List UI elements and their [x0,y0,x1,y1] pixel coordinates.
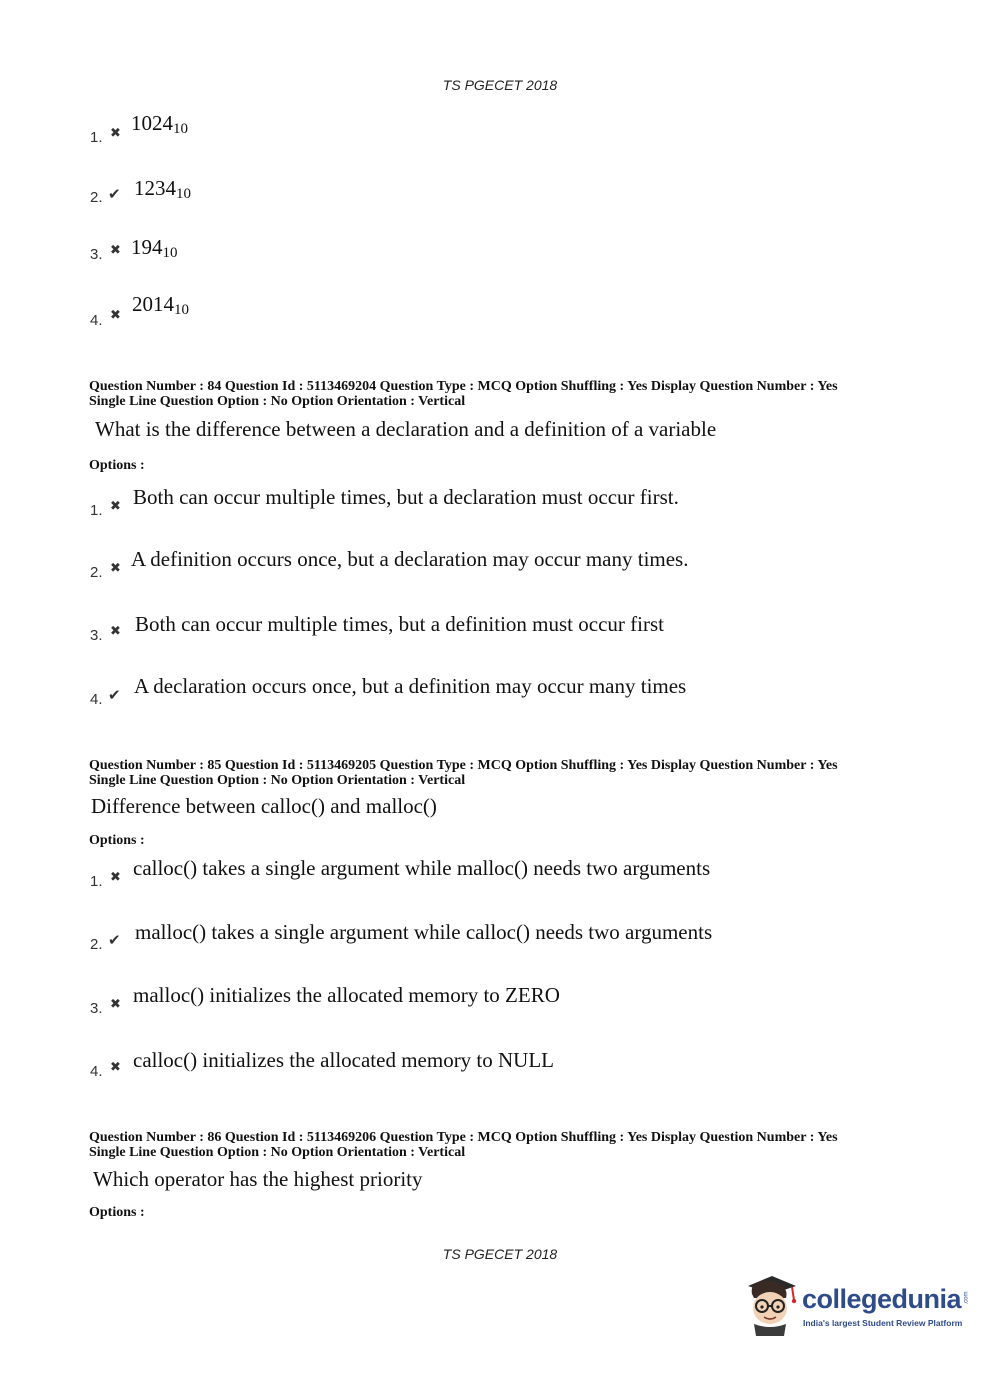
option-number: 1. [90,873,103,890]
wrong-mark-icon: ✖ [110,499,121,514]
option-text: A definition occurs once, but a declaration may occur many times. [131,547,689,571]
option-number: 4. [90,1063,103,1080]
wrong-mark-icon: ✖ [110,126,121,141]
correct-check-icon: ✔ [108,931,121,949]
option-number: 1. [90,502,103,519]
collegedunia-logo [742,1272,972,1342]
correct-check-icon: ✔ [108,686,121,704]
option-text: malloc() takes a single argument while calloc() needs two arguments [135,920,713,944]
question-meta: Question Number : 84 Question Id : 5113469204 Question Type : MCQ Option Shuffling : Yes Display Question Number : Yes Single Line Question Option : No Option Orientation : Vertical [89,379,838,409]
question-meta: Question Number : 85 Question Id : 5113469205 Question Type : MCQ Option Shuffling : Yes Display Question Number : Yes Single Line Question Option : No Option Orientation : Vertical [89,758,838,788]
options-label: Options : [89,1205,145,1220]
wrong-mark-icon: ✖ [110,243,121,258]
option-number: 4. [90,312,103,329]
option-text: calloc() initializes the allocated memory to NULL [133,1048,555,1072]
option-text: $194_{10}$ [131,235,178,261]
option-text: Both can occur multiple times, but a declaration must occur first. [133,485,679,509]
option-number: 1. [90,129,103,146]
option-text: A declaration occurs once, but a definition may occur many times [134,674,687,698]
question-text: Difference between calloc() and malloc() [91,794,437,818]
correct-check-icon: ✔ [108,185,121,203]
option-number: 3. [90,246,103,263]
option-text: calloc() takes a single argument while malloc() needs two arguments [133,856,711,880]
student-mascot-icon [742,1272,800,1338]
wrong-mark-icon: ✖ [110,1060,121,1075]
option-text: $1024_{10}$ [131,111,188,137]
wrong-mark-icon: ✖ [110,561,121,576]
option-number: 2. [90,564,103,581]
option-number: 3. [90,627,103,644]
option-text: $2014_{10}$ [132,292,189,318]
option-number: 2. [90,936,103,953]
question-text: What is the difference between a declaration and a definition of a variable [95,417,717,441]
option-number: 3. [90,1000,103,1017]
page-header: TS PGECET 2018 [442,77,558,93]
option-number: 4. [90,691,103,708]
option-number: 2. [90,189,103,206]
options-label: Options : [89,833,145,848]
options-label: Options : [89,458,145,473]
logo-tagline: India's largest Student Review Platform [803,1318,963,1328]
wrong-mark-icon: ✖ [110,308,121,323]
logo-name: collegedunia [802,1284,962,1314]
logo-dotcom: .com [963,1291,970,1305]
option-text: malloc() initializes the allocated memory to ZERO [133,983,560,1007]
question-text: Which operator has the highest priority [93,1167,423,1191]
question-meta: Question Number : 86 Question Id : 5113469206 Question Type : MCQ Option Shuffling : Yes Display Question Number : Yes Single Line Question Option : No Option Orientation : Vertical [89,1130,838,1160]
option-text: $1234_{10}$ [134,176,191,202]
wrong-mark-icon: ✖ [110,624,121,639]
wrong-mark-icon: ✖ [110,997,121,1012]
option-text: Both can occur multiple times, but a definition must occur first [135,612,664,636]
wrong-mark-icon: ✖ [110,870,121,885]
page-footer: TS PGECET 2018 [442,1246,558,1262]
